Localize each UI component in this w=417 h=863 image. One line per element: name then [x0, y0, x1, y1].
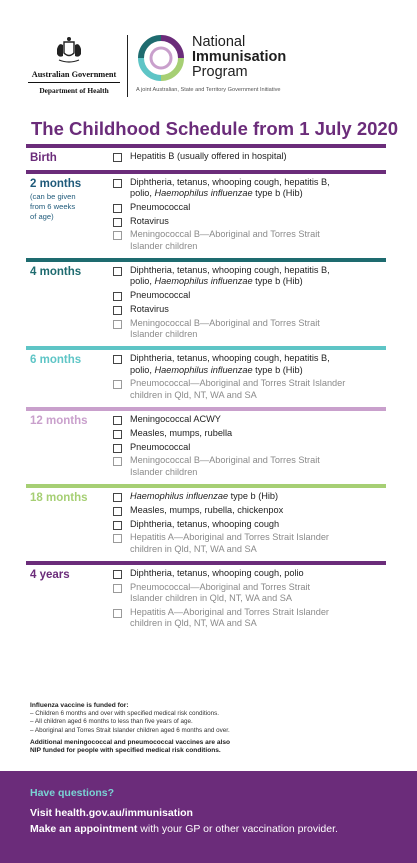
checkbox[interactable] — [113, 534, 122, 543]
vaccine-label: Measles, mumps, rubella, chickenpox — [130, 504, 284, 515]
vaccine-label-italic: Haemophilus influenzae — [130, 491, 229, 502]
vaccine-label: children in Qld, NT, WA and SA — [130, 618, 257, 629]
vaccine-item-targeted — [110, 532, 386, 554]
checkbox[interactable] — [113, 292, 122, 301]
additional-note-line1: Additional meningococcal and pneumococcal vaccines are also — [30, 738, 231, 746]
vaccine-label: Measles, mumps, rubella — [130, 427, 233, 438]
gov-name: Australian Government — [31, 70, 117, 79]
vaccine-item-targeted — [110, 607, 386, 629]
vaccine-label: Meningococcal B—Aboriginal and Torres Strait — [130, 317, 320, 328]
vaccine-label: Meningococcal B—Aboriginal and Torres Strait — [130, 455, 320, 466]
vaccine-label: Diphtheria, tetanus, whooping cough, hepatitis B, — [130, 177, 330, 187]
section-6-months — [26, 346, 386, 407]
age-label: Birth — [30, 152, 57, 164]
age-label: 4 months — [30, 266, 82, 279]
vaccine-label: Pneumococcal — [130, 201, 191, 212]
vaccine-item — [110, 265, 386, 287]
appointment-bold: Make an appointment — [30, 823, 138, 835]
vaccine-label: Hepatitis A—Aboriginal and Torres Strait Islander — [130, 532, 329, 543]
gov-dept: Department of Health — [39, 86, 109, 95]
footnote-item: – All children aged 6 months to less than five years of age. — [30, 718, 193, 726]
vaccine-label: Meningococcal B—Aboriginal and Torres Strait — [130, 229, 320, 240]
schedule — [26, 144, 386, 636]
checkbox[interactable] — [113, 584, 122, 593]
checkbox[interactable] — [113, 521, 122, 530]
vaccine-label: Hepatitis A—Aboriginal and Torres Strait Islander — [130, 606, 329, 617]
age-note: from 6 weeks — [30, 202, 76, 211]
footnote-item: – Aboriginal and Torres Strait Islander children aged 6 months and over. — [30, 726, 230, 734]
vaccine-label-italic: Haemophilus influenzae — [154, 188, 253, 199]
vaccine-label: children in Qld, NT, WA and SA — [130, 543, 257, 554]
vaccine-label: Rotavirus — [130, 303, 169, 314]
vaccine-label: Islander children — [130, 328, 198, 339]
checkbox[interactable] — [113, 179, 122, 188]
vaccine-label: Pneumococcal — [130, 290, 191, 301]
footnote-heading: Influenza vaccine is funded for: — [30, 702, 129, 709]
vaccine-label-italic: Haemophilus influenzae — [154, 364, 253, 375]
checkbox[interactable] — [113, 380, 122, 389]
appointment-text — [30, 823, 338, 835]
vaccine-label: Pneumococcal — [130, 441, 191, 452]
page-title: The Childhood Schedule from 1 July 2020 — [31, 118, 398, 139]
vaccine-item — [110, 519, 386, 530]
vaccine-label: Diphtheria, tetanus, whooping cough, polio — [130, 568, 304, 579]
vaccine-item — [110, 290, 386, 301]
checkbox[interactable] — [113, 231, 122, 240]
vaccine-label: Diphtheria, tetanus, whooping cough — [130, 518, 280, 529]
vaccine-label-part: type b (Hib) — [252, 188, 303, 199]
appointment-rest: with your GP or other vaccination provider. — [137, 823, 338, 835]
header — [0, 0, 417, 110]
nip-title-line1: National — [192, 34, 246, 50]
nip-tagline: A joint Australian, State and Territory Government Initiative — [136, 87, 281, 93]
age-label: 18 months — [30, 492, 88, 505]
section-4-months — [26, 258, 386, 346]
footer — [0, 771, 417, 863]
vaccine-item — [110, 428, 386, 439]
vaccine-item — [110, 177, 386, 199]
logo-separator — [127, 35, 128, 97]
checkbox[interactable] — [113, 218, 122, 227]
vaccine-label: Diphtheria, tetanus, whooping cough, hepatitis B, — [130, 265, 330, 276]
footnotes — [30, 702, 370, 756]
vaccine-label-part: type b (Hib) — [252, 276, 303, 287]
questions-heading: Have questions? — [30, 787, 115, 799]
vaccine-label: Pneumococcal—Aboriginal and Torres Strait — [130, 581, 311, 592]
vaccine-item — [110, 202, 386, 213]
vaccine-item — [110, 151, 386, 162]
additional-note — [30, 739, 280, 756]
vaccine-label: Pneumococcal—Aboriginal and Torres Strait Islander — [130, 378, 346, 389]
checkbox[interactable] — [113, 570, 122, 579]
checkbox[interactable] — [113, 457, 122, 466]
checkbox[interactable] — [113, 609, 122, 618]
vaccine-item — [110, 491, 386, 502]
checkbox[interactable] — [113, 267, 122, 276]
vaccine-item — [110, 442, 386, 453]
section-12-months — [26, 407, 386, 484]
vaccine-item — [110, 414, 386, 425]
vaccine-label-part: polio, — [130, 276, 155, 287]
vaccine-label-part: polio, — [130, 364, 155, 375]
checkbox[interactable] — [113, 493, 122, 502]
vaccine-item-targeted — [110, 455, 386, 477]
age-label: 4 years — [30, 569, 70, 582]
age-note: of age) — [30, 212, 54, 221]
age-label: 2 months — [30, 178, 82, 190]
checkbox[interactable] — [113, 444, 122, 453]
checkbox[interactable] — [113, 320, 122, 329]
vaccine-item-targeted — [110, 582, 386, 604]
checkbox[interactable] — [113, 507, 122, 516]
checkbox[interactable] — [113, 416, 122, 425]
section-2-months — [26, 170, 386, 258]
vaccine-label: Islander children — [130, 240, 198, 251]
vaccine-label: Islander children in Qld, NT, WA and SA — [130, 593, 293, 604]
vaccine-label-italic: Haemophilus influenzae — [154, 276, 253, 287]
checkbox[interactable] — [113, 204, 122, 213]
nip-title-line2: Immunisation — [192, 49, 287, 65]
vaccine-label: Islander children — [130, 466, 198, 477]
checkbox[interactable] — [113, 355, 122, 364]
age-label: 6 months — [30, 354, 82, 367]
vaccine-label-part: polio, — [130, 188, 155, 199]
vaccine-label: Diphtheria, tetanus, whooping cough, hepatitis B, — [130, 353, 330, 364]
checkbox[interactable] — [113, 306, 122, 315]
nip-title-line3: Program — [192, 64, 248, 80]
vaccine-item — [110, 216, 386, 227]
section-18-months — [26, 484, 386, 561]
vaccine-label-part: type b (Hib) — [228, 491, 279, 502]
vaccine-label: Meningococcal ACWY — [130, 414, 221, 425]
vaccine-label-part: type b (Hib) — [252, 364, 303, 375]
vaccine-item-targeted — [110, 318, 386, 340]
vaccine-label: Rotavirus — [130, 215, 169, 226]
section-4-years — [26, 561, 386, 636]
vaccine-item — [110, 304, 386, 315]
vaccine-label: children in Qld, NT, WA and SA — [130, 389, 257, 400]
footnote-item: – Children 6 months and over with specified medical risk conditions. — [30, 710, 219, 717]
nip-logo-icon — [136, 33, 186, 83]
vaccine-item-targeted — [110, 229, 386, 251]
checkbox[interactable] — [113, 153, 122, 162]
vaccine-item — [110, 505, 386, 516]
checkbox[interactable] — [113, 430, 122, 439]
gov-divider — [28, 82, 120, 83]
section-birth — [26, 144, 386, 170]
vaccine-item — [110, 353, 386, 375]
vaccine-label: Hepatitis B (usually offered in hospital) — [130, 151, 287, 161]
additional-note-line2: NIP funded for people with specified medical risk conditions. — [30, 747, 221, 755]
visit-link[interactable]: Visit health.gov.au/immunisation — [30, 807, 193, 819]
coat-of-arms-icon — [54, 36, 84, 66]
age-note: (can be given — [30, 192, 76, 201]
age-label: 12 months — [30, 415, 88, 428]
vaccine-item-targeted — [110, 378, 386, 400]
vaccine-item — [110, 568, 386, 579]
